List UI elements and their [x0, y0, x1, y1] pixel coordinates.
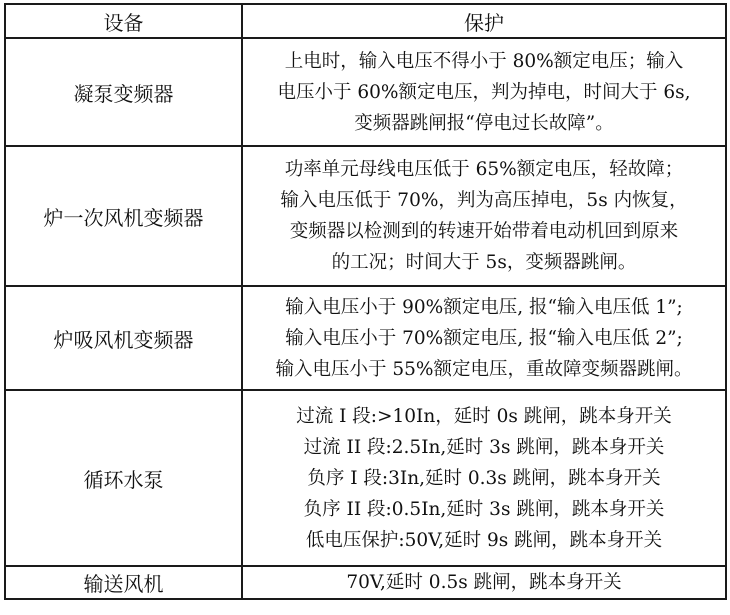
device-cell: 凝泵变频器: [5, 38, 242, 146]
protection-line: 输入电压小于 70%额定电压, 报“输入电压低 2”;: [285, 327, 683, 349]
protection-line: 负序 I 段:3In,延时 0.3s 跳闸，跳本身开关: [307, 467, 661, 489]
device-cell: 炉吸风机变频器: [5, 286, 242, 390]
protection-line: 输入电压小于 55%额定电压，重故障变频器跳闸。: [275, 358, 693, 380]
protection-line: 负序 II 段:0.5In,延时 3s 跳闸，跳本身开关: [303, 498, 665, 520]
protection-line: 上电时，输入电压不得小于 80%额定电压；输入: [284, 50, 684, 72]
header-row: [5, 4, 726, 38]
table-row: [5, 146, 726, 286]
protection-line: 的工况；时间大于 5s，变频器跳闸。: [331, 252, 637, 273]
protection-cell: [242, 390, 726, 566]
protection-cell: [242, 286, 726, 390]
protection-line: 变频器跳闸报“停电过长故障”。: [354, 112, 614, 134]
protection-line: 功率单元母线电压低于 65%额定电压，轻故障；: [284, 159, 684, 180]
table-row: [5, 390, 726, 566]
protection-line: 电压小于 60%额定电压，判为掉电，时间大于 6s,: [277, 81, 691, 103]
device-cell: 炉一次风机变频器: [5, 146, 242, 286]
protection-cell: [242, 566, 726, 599]
protection-cell: [242, 146, 726, 286]
protection-line: 70V,延时 0.5s 跳闸，跳本身开关: [346, 572, 622, 593]
protection-line: 输入电压低于 70%，判为高压掉电，5s 内恢复，: [280, 190, 688, 211]
table-row: [5, 38, 726, 146]
protection-table: [4, 3, 727, 600]
table-row: [5, 286, 726, 390]
protection-cell: [242, 38, 726, 146]
protection-line: 输入电压小于 90%额定电压, 报“输入电压低 1”;: [285, 296, 683, 318]
device-cell: 输送风机: [5, 566, 242, 599]
protection-line: 变频器以检测到的转速开始带着电动机回到原来: [289, 221, 679, 242]
header-device: 设备: [5, 4, 242, 38]
protection-line: 过流 I 段:>10In，延时 0s 跳闸，跳本身开关: [296, 405, 672, 427]
device-cell: 循环水泵: [5, 390, 242, 566]
header-protection: 保护: [242, 4, 726, 38]
protection-line: 过流 II 段:2.5In,延时 3s 跳闸，跳本身开关: [303, 436, 665, 458]
protection-line: 低电压保护:50V,延时 9s 跳闸，跳本身开关: [305, 529, 663, 551]
table-row: [5, 566, 726, 599]
